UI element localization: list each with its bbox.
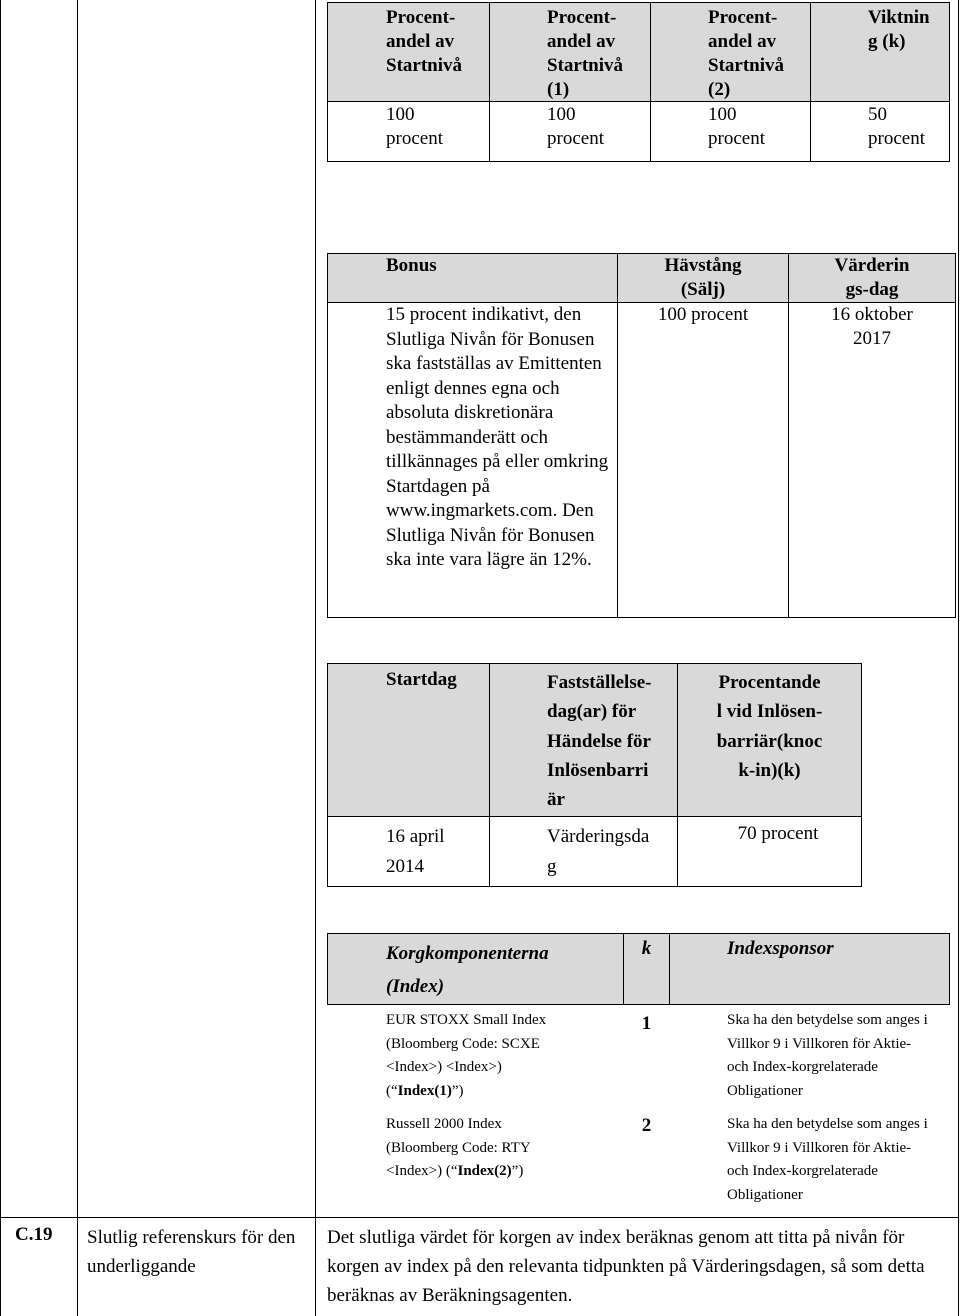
table4-header-indexsponsor: Indexsponsor — [727, 938, 834, 959]
table4-row-2-label-open: (“ — [445, 1163, 458, 1179]
table2-header-havstang: Hävstång (Sälj) — [664, 255, 742, 300]
table4-row-2-label-close: ”) — [511, 1163, 524, 1179]
table4-row-2-k: 2 — [641, 1115, 652, 1136]
section-c19-label: Slutlig referenskurs för den underliggande — [87, 1227, 296, 1277]
table4-header-korgkomponenterna: Korgkomponenterna (Index) — [386, 943, 549, 997]
table4-row-1-component-text: EUR STOXX Small Index (Bloomberg Code: SCXE <Index>) <Index>) — [386, 1012, 547, 1075]
table1-value-2: 100 procent — [547, 104, 604, 149]
table1-header-viktning: Viktnin g (k) — [868, 7, 930, 52]
table2-havstang-value: 100 procent — [657, 304, 749, 325]
section-c19-text: Det slutliga värdet för korgen av index beräknas genom att titta på nivån för korgen av index på den relevanta tidpunkten på Värderingsdagen, så som detta beräknas av Beräkningsagenten. — [327, 1227, 925, 1306]
table2-varderingsdag-value: 16 oktober 2017 — [831, 304, 913, 349]
table4-row-1-label: Index(1) — [397, 1082, 452, 1099]
table4-row-2-component — [386, 1113, 576, 1184]
table1-value-1: 100 procent — [386, 104, 443, 149]
table4-row-1-label-open: (“ — [386, 1082, 398, 1099]
table4-row-1-component — [386, 1009, 576, 1103]
table1-header-startniva-1: Procent- andel av Startnivå (1) — [547, 7, 623, 100]
table2-bonus-text: 15 procent indikativt, den Slutliga Nivån för Bonusen ska fastställas av Emittenten enligt dennes egna och absoluta diskretionära bestämmanderätt och tillkännages på eller omkring Startdagen på www.ingmarkets.com. Den Slutliga Nivån för Bonusen ska inte vara lägre än 12%. — [386, 304, 609, 570]
table1-value-4: 50 procent — [868, 104, 925, 149]
table4-row-2-label: Index(2) — [457, 1163, 512, 1179]
table3-value-startdag: 16 april 2014 — [386, 826, 445, 877]
table3-value-faststallelsedag: Värderingsda g — [547, 826, 650, 877]
table4-row-1-label-close: ”) — [451, 1082, 464, 1099]
table3-value-procentandel: 70 procent — [737, 823, 819, 844]
table4-row-2-sponsor: Ska ha den betydelse som anges i Villkor 9 i Villkoren för Aktie- och Index-korgrelaterade Obligationer — [727, 1116, 928, 1203]
frame-right-line — [958, 0, 959, 1316]
table3-header-faststallelsedag: Fastställelse- dag(ar) för Händelse för Inlösenbarri är — [547, 672, 652, 811]
table4-row-2-component-text: Russell 2000 Index (Bloomberg Code: RTY <Index>) — [386, 1116, 531, 1179]
frame-left-line — [0, 0, 1, 1316]
frame-col2-line — [315, 0, 316, 1316]
table2-header-varderingsdag: Värderin gs-dag — [834, 255, 910, 300]
table4-header-k: k — [641, 938, 652, 959]
section-c19-number: C.19 — [15, 1224, 53, 1245]
table4-row-1-sponsor: Ska ha den betydelse som anges i Villkor 9 i Villkoren för Aktie- och Index-korgrelaterade Obligationer — [727, 1012, 928, 1099]
frame-col1-line — [77, 0, 78, 1316]
table1-header-startniva-2: Procent- andel av Startnivå (2) — [708, 7, 784, 100]
table1-header-startniva: Procent- andel av Startnivå — [386, 7, 462, 76]
table2-header-bonus: Bonus — [386, 255, 437, 276]
table3-header-startdag: Startdag — [386, 669, 457, 690]
frame-c19-top-line — [0, 1217, 959, 1218]
table3-header-procentandel: Procentande l vid Inlösen- barriär(knoc k-in)(k) — [716, 672, 823, 781]
table2-value-cell — [617, 302, 789, 618]
table4-row-1-k: 1 — [641, 1013, 652, 1034]
table1-value-3: 100 procent — [708, 104, 765, 149]
